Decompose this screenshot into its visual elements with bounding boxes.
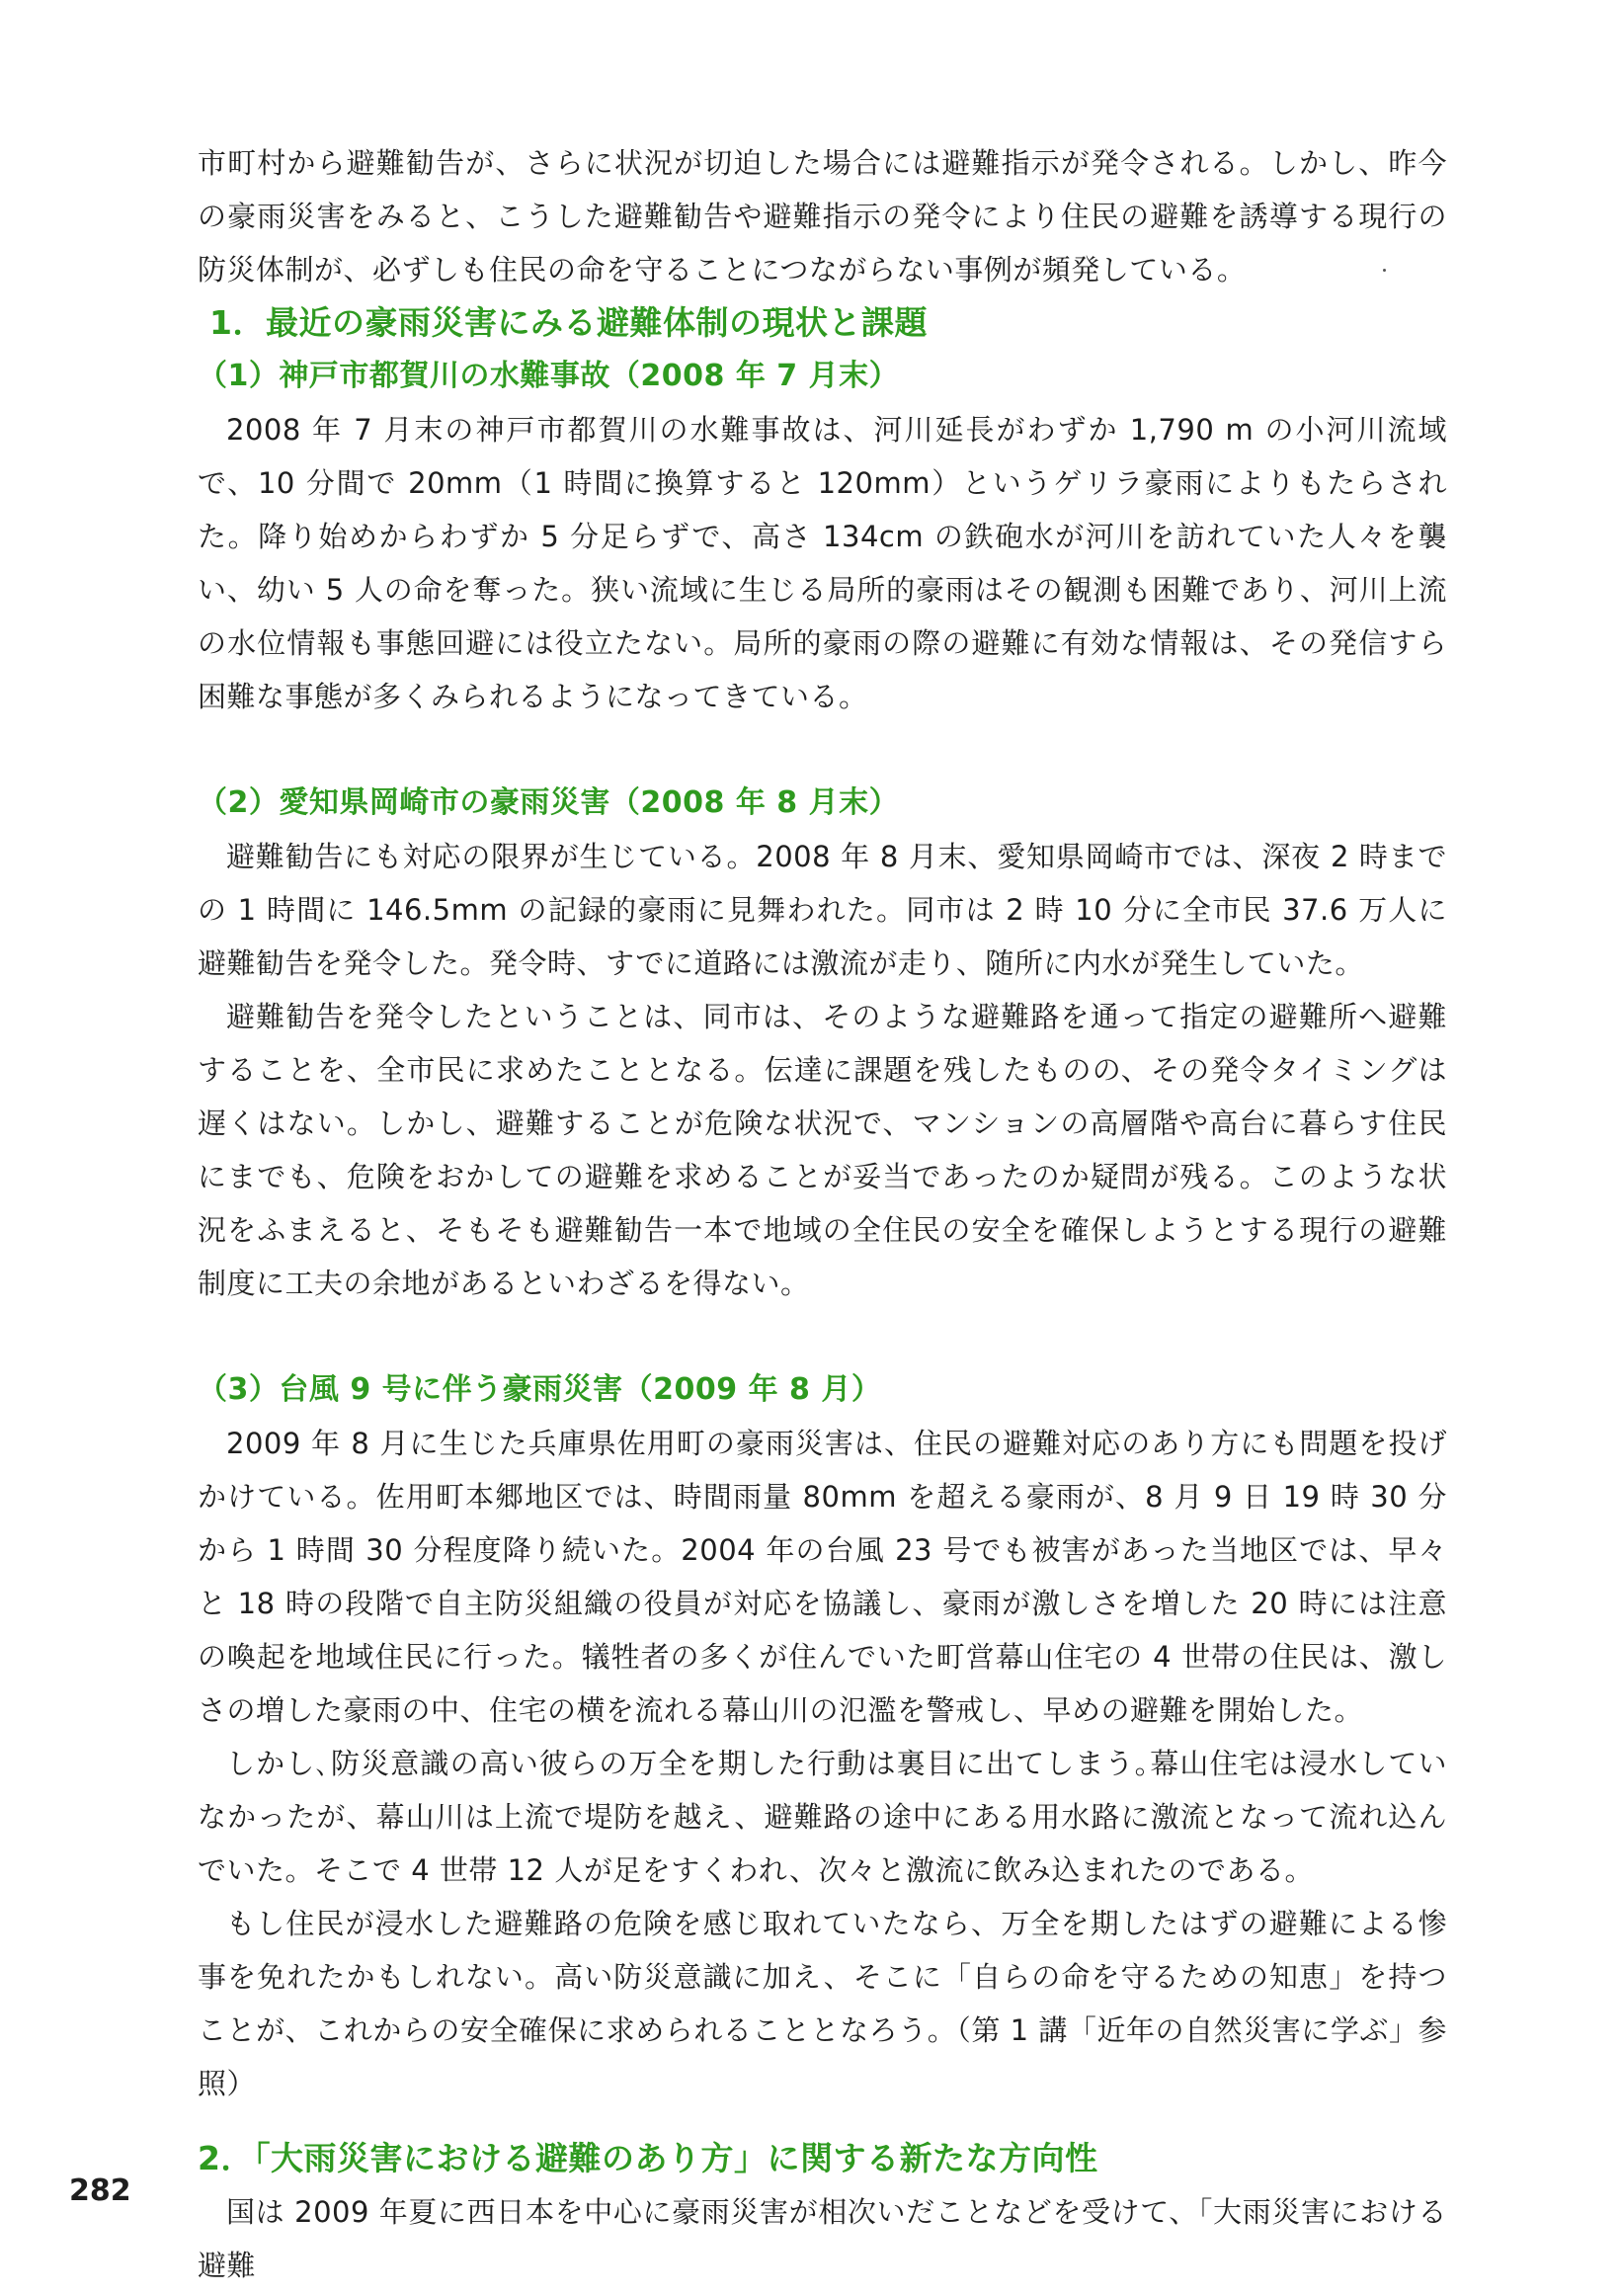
intro-paragraph: 市町村から避難勧告が、さらに状況が切迫した場合には避難指示が発令される。しかし、昨今の豪雨災害をみると、こうした避難勧告や避難指示の発令により住民の避難を誘導する現行の防災体制が、必ずしも住民の命を守ることにつながらない事例が頻発している。 [198, 146, 1447, 287]
subsection-1-paragraph: 2008 年 7 月末の神戸市都賀川の水難事故は、河川延長がわずか 1,790 m の小河川流域で、10 分間で 20mm（1 時間に換算すると 120mm）というゲリラ豪雨によりもたらされた。降り始めからわずか 5 分足らずで、高さ 134cm の鉄砲水が河川を訪れていた人々を襲い、幼い 5 人の命を奪った。狭い流域に生じる局所的豪雨はその観測も困難であり、河川上流の水位情報も事態回避には役立たない。局所的豪雨の際の避難に有効な情報は、その発信すら困難な事態が多くみられるようになってきている。 [198, 413, 1447, 713]
subsection-3-paragraph-1: 2009 年 8 月に生じた兵庫県佐用町の豪雨災害は、住民の避難対応のあり方にも問題を投げかけている。佐用町本郷地区では、時間雨量 80mm を超える豪雨が、8 月 9 日 19 時 30 分から 1 時間 30 分程度降り続いた。2004 年の台風 23 号でも被害があった当地区では、早々と 18 時の段階で自主防災組織の役員が対応を協議し、豪雨が激しさを増した 20 時には注意の喚起を地域住民に行った。犠牲者の多くが住んでいた町営幕山住宅の 4 世帯の住民は、激しさの増した豪雨の中、住宅の横を流れる幕山川の氾濫を警戒し、早めの避難を開始した。 [198, 1427, 1447, 1727]
page-number: 282 [69, 2173, 131, 2208]
subsection-3-title: （3）台風 9 号に伴う豪雨災害（2009 年 8 月） [198, 1372, 882, 1407]
spacer [198, 723, 1447, 777]
spacer [198, 2110, 1447, 2132]
spacer [198, 1310, 1447, 1363]
subsection-1-title: （1）神戸市都賀川の水難事故（2008 年 7 月末） [198, 359, 900, 393]
subsection-2-paragraph-2: 避難勧告を発令したということは、同市は、そのような避難路を通って指定の避難所へ避難することを、全市民に求めたこととなる。伝達に課題を残したものの、その発令タイミングは遅くはない。しかし、避難することが危険な状況で、マンションの高層階や高台に暮らす住民にまでも、危険をおかしての避難を求めることが妥当であったのか疑問が残る。このような状況をふまえると、そもそも避難勧告一本で地域の全住民の安全を確保しようとする現行の避難制度に工夫の余地があるといわざるを得ない。 [198, 1000, 1447, 1300]
subsection-3-paragraph-3: もし住民が浸水した避難路の危険を感じ取れていたなら、万全を期したはずの避難による惨事を免れたかもしれない。高い防災意識に加え、そこに「自らの命を守るための知恵」を持つことが、これからの安全確保に求められることとなろう。（第 1 講「近年の自然災害に学ぶ」参照） [198, 1907, 1447, 2100]
subsection-2-paragraph-1: 避難勧告にも対応の限界が生じている。2008 年 8 月末、愛知県岡崎市では、深夜 2 時までの 1 時間に 146.5mm の記録的豪雨に見舞われた。同市は 2 時 10 分に全市民 37.6 万人に避難勧告を発令した。発令時、すでに道路には激流が走り、随所に内水が発生していた。 [198, 840, 1447, 980]
subsection-2-title: （2）愛知県岡崎市の豪雨災害（2008 年 8 月末） [198, 785, 900, 820]
subsection-3-paragraph-2: しかし､防災意識の高い彼らの万全を期した行動は裏目に出てしまう｡幕山住宅は浸水していなかったが、幕山川は上流で堤防を越え、避難路の途中にある用水路に激流となって流れ込んでいた。そこで 4 世帯 12 人が足をすくわれ、次々と激流に飲み込まれたのである。 [198, 1747, 1447, 1887]
section-2-paragraph: 国は 2009 年夏に西日本を中心に豪雨災害が相次いだことなどを受けて、「大雨災害における避難 [198, 2195, 1447, 2282]
page-content [198, 136, 1447, 2292]
section-1-title: 1．最近の豪雨災害にみる避難体制の現状と課題 [209, 303, 928, 342]
section-2-title: 2．「大雨災害における避難のあり方」に関する新たな方向性 [198, 2139, 1098, 2177]
